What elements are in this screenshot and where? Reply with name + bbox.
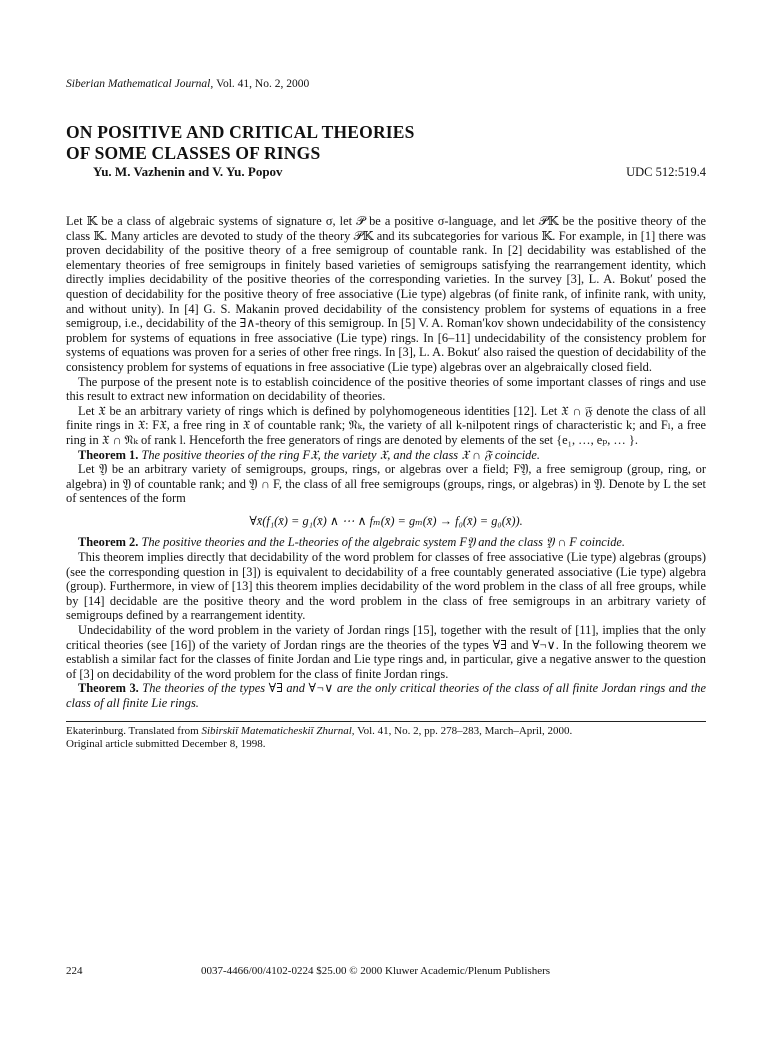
article-title (66, 122, 706, 164)
footnote-submitted: Original article submitted December 8, 1998. (66, 737, 266, 750)
theorem-3-statement: The theories of the types ∀∃ and ∀¬∨ are the only critical theories of the class of all finite Jordan rings and the class of all finite Lie rings. (66, 681, 706, 710)
page-footer (66, 965, 706, 977)
journal-name: Siberian Mathematical Journal, (66, 78, 214, 90)
udc-code: UDC 512:519.4 (626, 165, 706, 179)
theorem-3 (66, 681, 706, 710)
theorem-1-statement: The positive theories of the ring F𝔛, the variety 𝔛, and the class 𝔛 ∩ 𝔉 coincide. (141, 447, 540, 462)
footnote-divider (66, 721, 706, 722)
formula: ∀x̄(f₁(x̄) = g₁(x̄) ∧ ⋯ ∧ fₘ(x̄) = gₘ(x̄) → f₀(x̄) = g₀(x̄)). (249, 513, 523, 528)
theorem-3-label: Theorem 3. (78, 681, 139, 696)
theorem-1 (66, 448, 706, 463)
theorem-2-label: Theorem 2. (78, 535, 139, 550)
theorem-2-statement: The positive theories and the L-theories of the algebraic system F𝔜 and the class 𝔜 ∩ F coincide. (141, 535, 626, 550)
journal-header (66, 78, 706, 90)
theorem-2 (66, 535, 706, 550)
article-body (66, 214, 706, 711)
publisher-code: 0037-4466/00/4102-0224 $25.00 © 2000 Kluwer Academic/Plenum Publishers (201, 965, 551, 977)
paragraph-5: This theorem implies directly that decidability of the word problem for classes of free associative (Lie type) algebras (groups) (see the corresponding question in [3]) is equivalent to decidability of a free countably generated associative (Lie type) algebra (group). Furthermore, in view of [13] this theorem implies decidability of the word problem in the class of all free groups, while by [14] decidable are the positive theory and the word problem in the class of free semigroups in an arbitrary variety of semigroups defined by a rearrangement identity. (66, 550, 706, 623)
footnote-prefix: Ekaterinburg. Translated from (66, 724, 199, 737)
paragraph-6: Undecidability of the word problem in the variety of Jordan rings [15], together with the result of [11], implies that the only critical theories (see [16]) of the variety of Jordan rings are the theories of the types ∀∃ and ∀¬∨. In the following theorem we establish a similar fact for the classes of finite Jordan and Lie type rings and, in particular, give a negative answer to the question of [3] on decidability of the word problem for the class of finite Jordan rings. (66, 623, 706, 681)
journal-volume: Vol. 41, No. 2, 2000 (216, 78, 310, 90)
authors: Yu. M. Vazhenin and V. Yu. Popov (93, 164, 283, 179)
paragraph-4: Let 𝔜 be an arbitrary variety of semigroups, groups, rings, or algebras over a field; F𝔜, a free semigroup (group, ring, or algebra) in 𝔜 of countable rank; and 𝔜 ∩ F, the class of all free semigroups (groups, rings, or algebras) in 𝔜. Denote by L the set of sentences of the form (66, 462, 706, 506)
footnote-translation (66, 725, 706, 738)
footnote (66, 725, 706, 751)
footnote-details: Vol. 41, No. 2, pp. 278–283, March–April, 2000. (357, 724, 573, 737)
title-line-1: ON POSITIVE AND CRITICAL THEORIES (66, 122, 415, 142)
paragraph-1: Let 𝕂 be a class of algebraic systems of signature σ, let 𝒫 be a positive σ-language, and let 𝒫𝕂 be the positive theory of the class 𝕂. Many articles are devoted to study of the theory 𝒫𝕂 and its subcategories for various 𝕂. For example, in [1] there was proven decidability of the positive theory of a free semigroup of countable rank. In [2] decidability was established of the elementary theories of free semigroups in finitely based varieties of semigroups satisfying the rearrangement identity, which directly implies decidability of the positive theories of the corresponding varieties. In the survey [3], L. A. Bokut′ posed the question of decidability for the positive theory of free associative (Lie type) algebras (of finite rank, of infinite rank, with unity, and without unity). In [4] G. S. Makanin proved decidability of the consistency problem for systems of equations in a free semigroup, i.e., decidability of the ∃∧-theory of this semigroup. In [5] V. A. Roman′kov shown undecidability of the consistency problem for systems of equations in free associative (Lie type) rings. In [6–11] undecidability of the consistency problem for systems of equations was proven for a series of other free rings. In [3], L. A. Bokut′ also raised the question of decidability of the consistency problem for systems of equations in free associative (Lie type) algebras over an algebraically closed field. (66, 214, 706, 374)
paragraph-3: Let 𝔛 be an arbitrary variety of rings which is defined by polyhomogeneous identities [12]. Let 𝔛 ∩ 𝔉 denote the class of all finite rings in 𝔛: F𝔛, a free ring in 𝔛 of countable rank; 𝔑ₖ, the variety of all k-nilpotent rings of characteristic k; and Fₗ, a free ring in 𝔛 ∩ 𝔑ₖ of rank l. Henceforth the free generators of rings are denoted by elements of the set {e₁, …, eₚ, … }. (66, 403, 706, 447)
title-line-2: OF SOME CLASSES OF RINGS (66, 143, 321, 163)
footnote-source: Sibirskiĭ Matematicheskiĭ Zhurnal, (201, 724, 355, 737)
page-number: 224 (66, 965, 83, 977)
article-page (66, 78, 706, 751)
paragraph-2: The purpose of the present note is to establish coincidence of the positive theories of some important classes of rings and use this result to extract new information on decidability of theories. (66, 374, 706, 404)
byline (66, 164, 706, 180)
theorem-1-label: Theorem 1. (78, 447, 139, 462)
